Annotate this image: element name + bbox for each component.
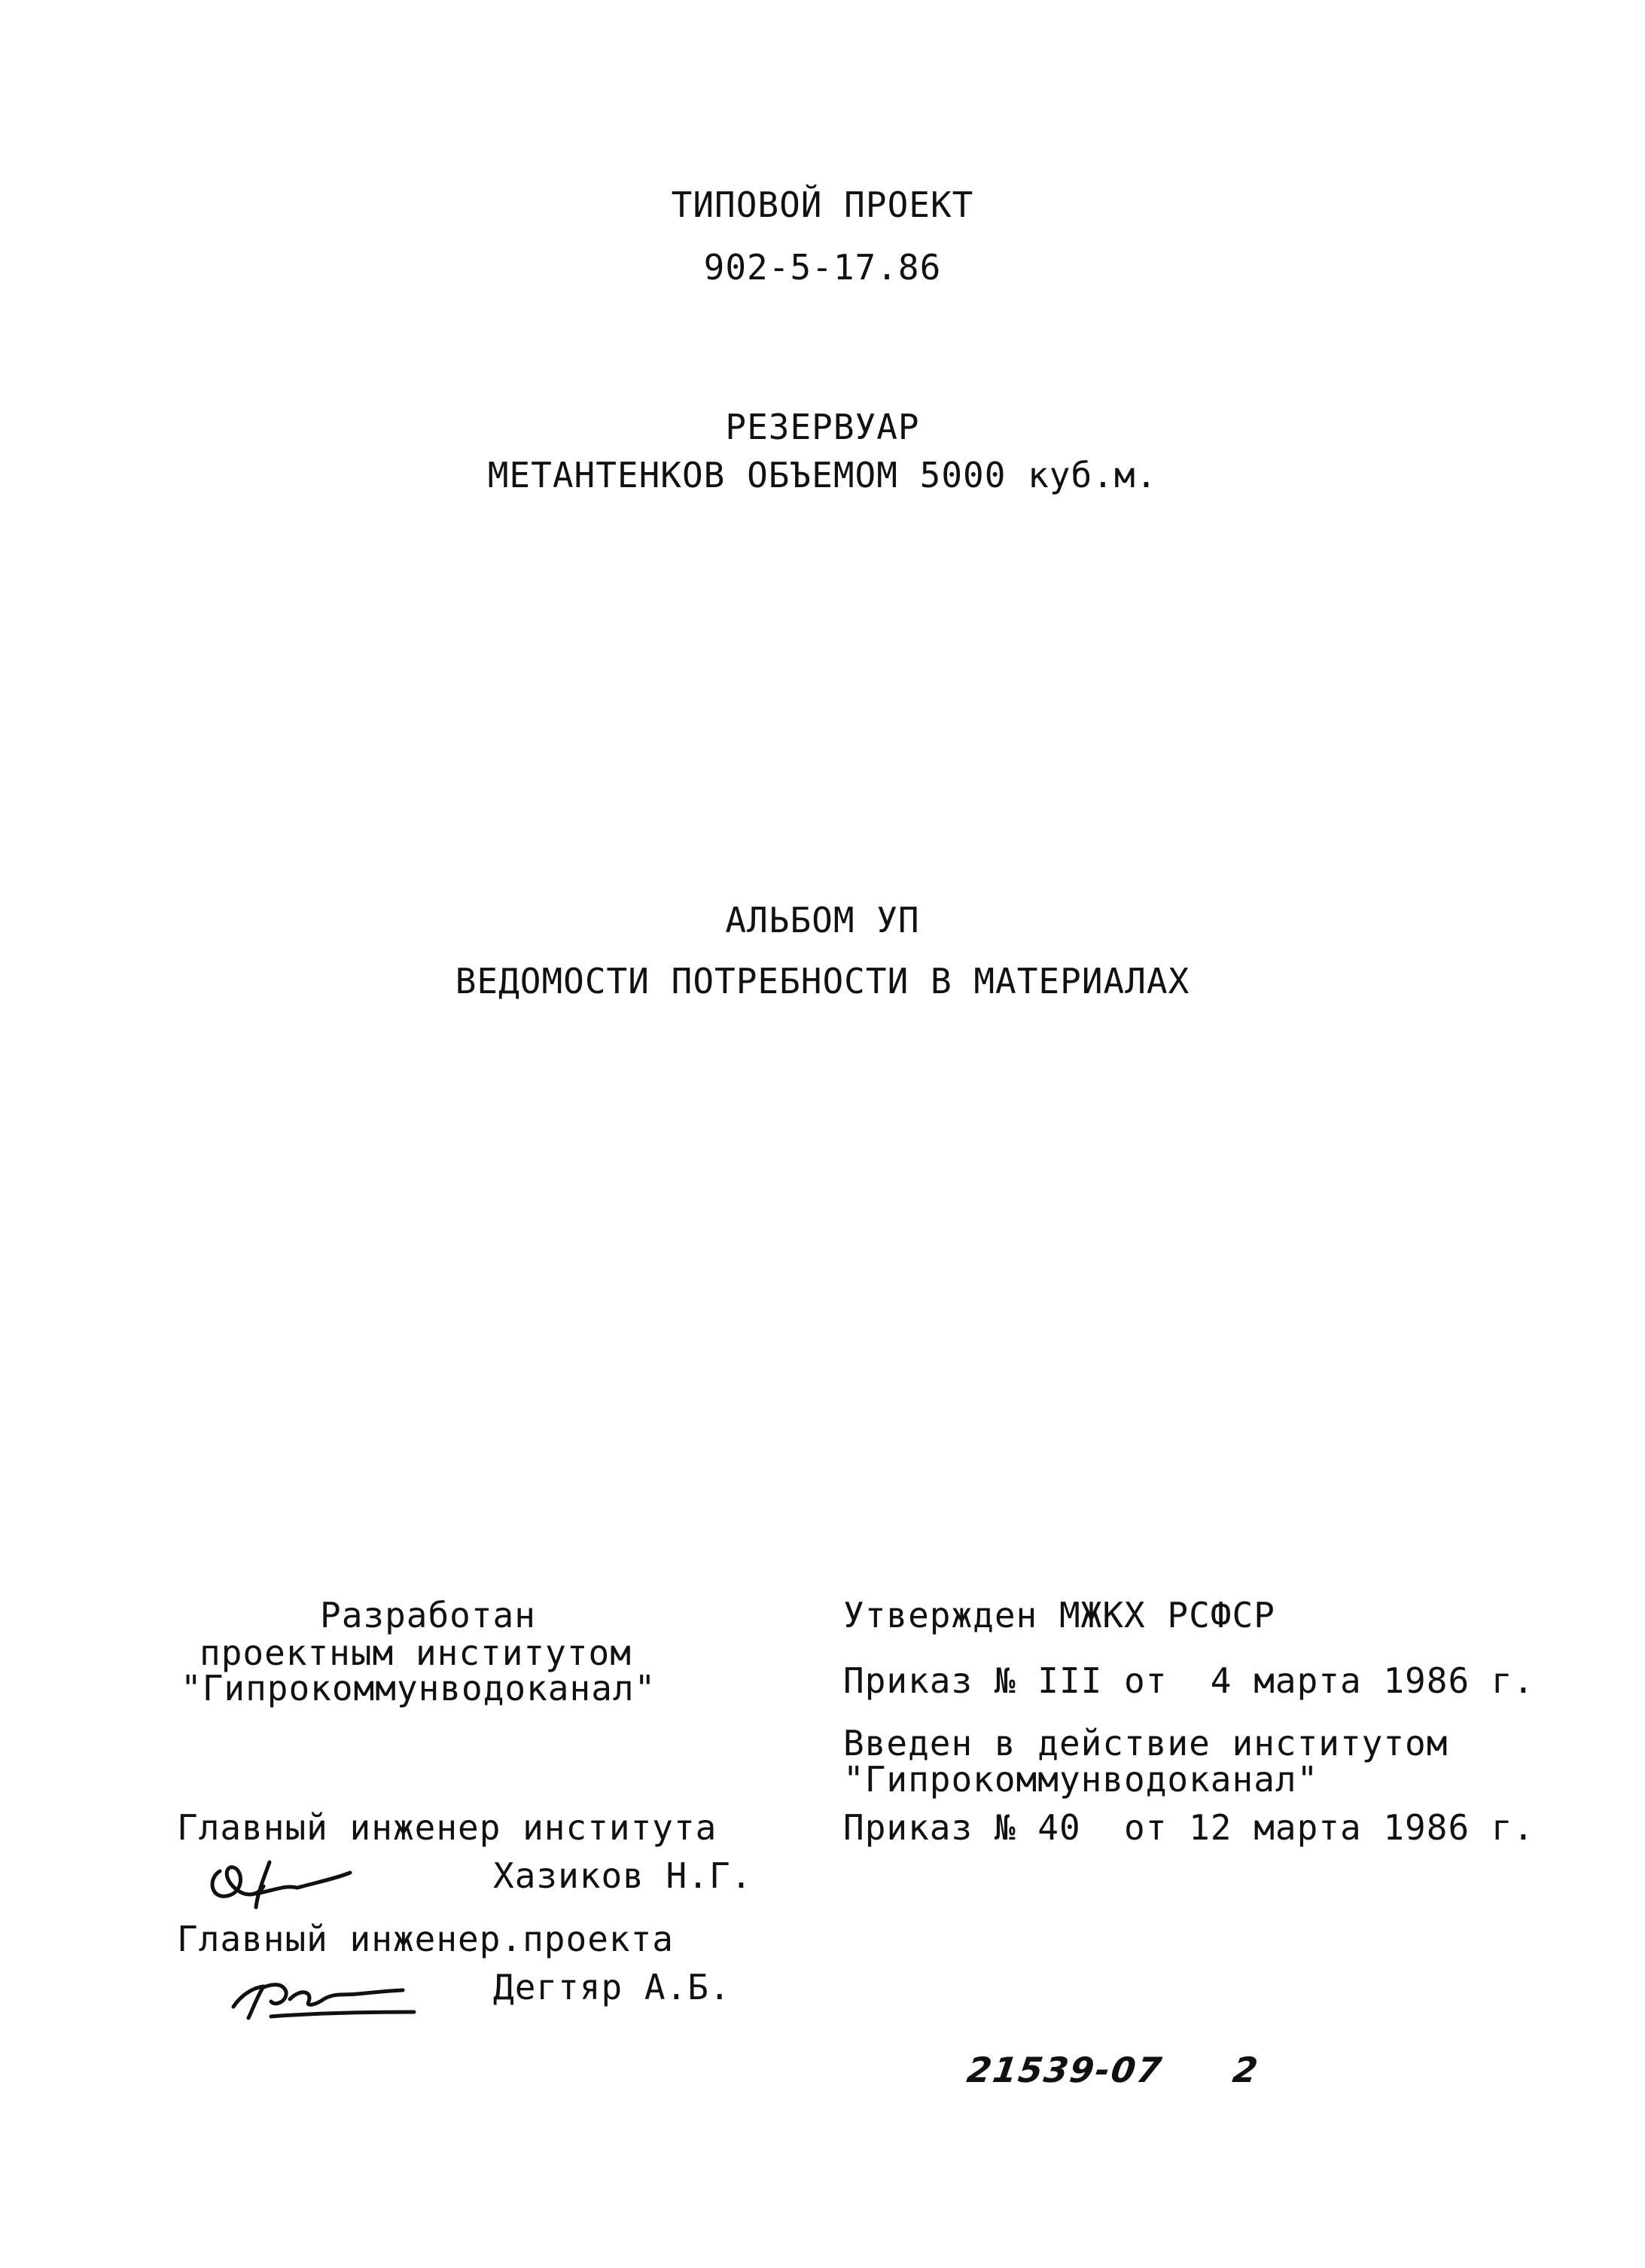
subject-line-2: МЕТАНТЕНКОВ ОБЪЕМОМ 5000 куб.м. — [487, 455, 1158, 495]
order-1: Приказ № III от 4 марта 1986 г. — [843, 1660, 1535, 1701]
developer-line-2: проектным институтом — [200, 1632, 632, 1673]
subject-line-1: РЕЗЕРВУАР — [725, 407, 920, 447]
project-type: ТИПОВОЙ ПРОЕКТ — [671, 184, 974, 225]
page-number: 2 — [1230, 2050, 1262, 2090]
inventory-number: 21539-07 — [964, 2050, 1165, 2090]
order-2: Приказ № 40 от 12 марта 1986 г. — [843, 1807, 1535, 1848]
approved-by: Утвержден МЖКХ РСФСР — [843, 1595, 1275, 1635]
chief-engineer-institute-name: Хазиков Н.Г. — [493, 1855, 753, 1896]
introduced-line-1: Введен в действие институтом — [843, 1723, 1449, 1763]
album-subtitle: ВЕДОМОСТИ ПОТРЕБНОСТИ В МАТЕРИАЛАХ — [455, 961, 1190, 1001]
handwritten-signature-1 — [203, 1849, 354, 1916]
chief-engineer-project-label: Главный инженер.проекта — [177, 1919, 674, 1959]
developer-line-3: "Гипрокоммунводоканал" — [181, 1668, 656, 1709]
album-title: АЛЬБОМ УП — [725, 900, 920, 940]
introduced-line-2: "Гипрокоммунводоканал" — [843, 1759, 1319, 1800]
chief-engineer-institute-label: Главный инженер института — [177, 1807, 717, 1848]
developer-line-1: Разработан — [320, 1595, 536, 1635]
project-number: 902-5-17.86 — [703, 247, 942, 288]
chief-engineer-project-name: Дегтяр А.Б. — [493, 1967, 731, 2007]
handwritten-signature-2 — [226, 1965, 422, 2026]
